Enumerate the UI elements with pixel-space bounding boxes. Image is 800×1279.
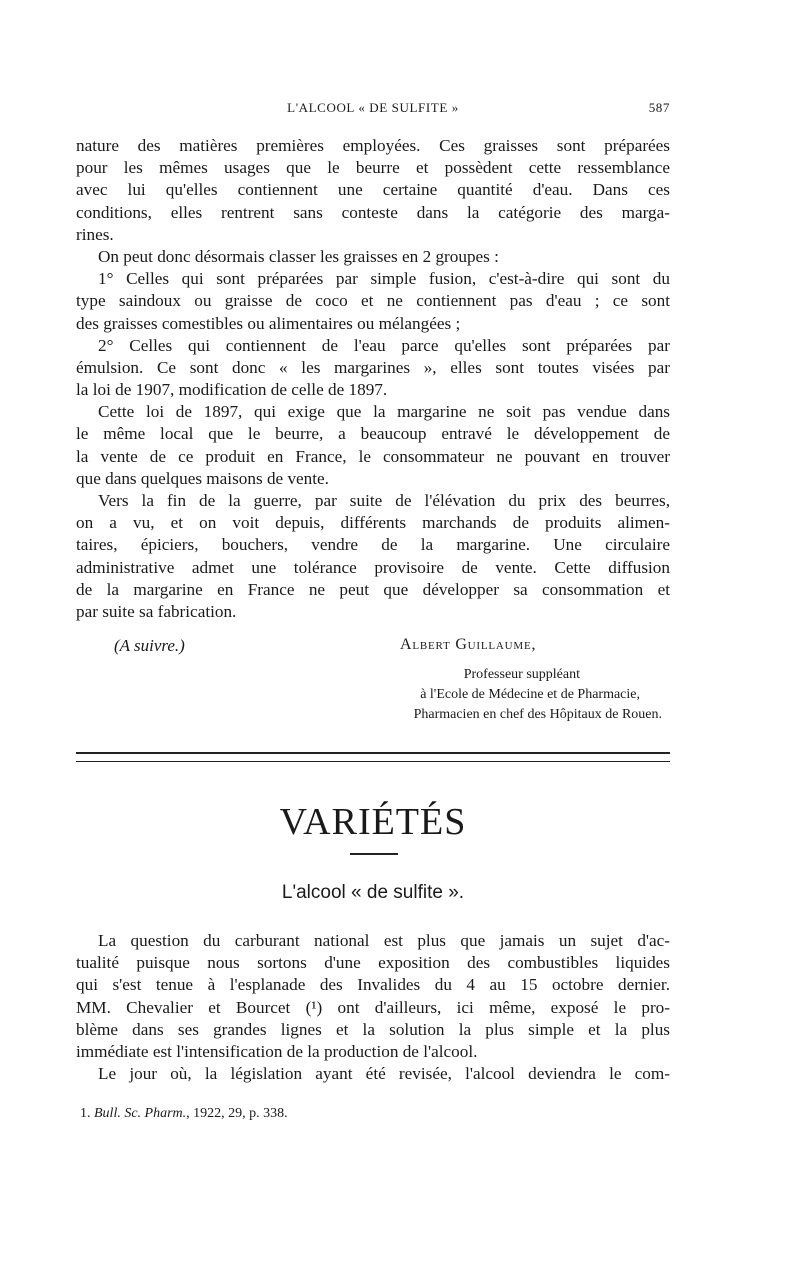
to-be-continued: (A suivre.) [114, 636, 185, 655]
section-margarine-text [76, 135, 670, 623]
footnote-citation: 1922, 29, p. 338. [193, 1106, 288, 1121]
text-line: immédiate est l'intensification de la production de l'alcool. [76, 1041, 478, 1061]
text-line: La question du carburant national est plus que jamais un sujet d'ac- [98, 931, 670, 950]
text-line: pour les mêmes usages que le beurre et possèdent cette ressemblance [76, 158, 670, 178]
text-line: que dans quelques maisons de vente. [76, 468, 329, 488]
text-line: on a vu, et on voit depuis, différents marchands de produits alimen- [76, 513, 670, 533]
text-line: Vers la fin de la guerre, par suite de l'élévation du prix des beurres, [98, 491, 670, 510]
text-line: taires, épiciers, bouchers, vendre de la margarine. Une circulaire [76, 535, 670, 555]
text-line: blème dans ses grandes lignes et la solution la plus simple et la plus [76, 1019, 670, 1039]
author-name: Albert Guillaume, [400, 636, 537, 653]
section-alcool-text [76, 930, 670, 1085]
author-affiliation: Professeur suppléant [463, 667, 580, 682]
text-line: On peut donc désormais classer les graisses en 2 groupes : [98, 246, 499, 266]
text-line: tualité puisque nous sortons d'une exposition des combustibles liquides [76, 953, 670, 973]
running-head-title: L'ALCOOL « DE SULFITE » [287, 100, 459, 115]
section-heading: VARIÉTÉS [279, 801, 467, 843]
footnote-journal: Bull. Sc. Pharm., [94, 1106, 190, 1121]
article-title: L'alcool « de sulfite ». [281, 882, 465, 903]
text-line: par suite sa fabrication. [76, 601, 237, 621]
text-line: nature des matières premières employées. Ces graisses sont préparées [76, 136, 670, 155]
text-line: des graisses comestibles ou alimentaires ou mélangées ; [76, 313, 461, 333]
text-line: MM. Chevalier et Bourcet (¹) ont d'ailleurs, ici même, exposé le pro- [76, 997, 670, 1017]
text-line: rines. [76, 224, 114, 244]
text-line: émulsion. Ce sont donc « les margarines », elles sont toutes visées par [76, 357, 670, 377]
author-affiliation: Pharmacien en chef des Hôpitaux de Rouen. [413, 707, 662, 722]
text-line: Le jour où, la législation ayant été revisée, l'alcool deviendra le com- [98, 1064, 670, 1084]
text-line: 2° Celles qui contiennent de l'eau parce qu'elles sont préparées par [98, 335, 670, 355]
text-line: de la margarine en France ne peut que développer sa consommation et [76, 579, 670, 599]
text-line: administrative admet une tolérance provisoire de vente. Cette diffusion [76, 557, 670, 577]
article-signature [76, 636, 670, 726]
page-number: 587 [648, 100, 670, 115]
text-line: la vente de ce produit en France, le consommateur ne pouvant en trouver [76, 446, 670, 466]
text-line: avec lui qu'elles contiennent une certaine quantité d'eau. Dans ces [76, 180, 670, 200]
text-line: qui s'est tenue à l'esplanade des Invalides du 4 au 15 octobre dernier. [76, 975, 670, 995]
text-line: Cette loi de 1897, qui exige que la margarine ne soit pas vendue dans [98, 402, 670, 422]
footnote [80, 1106, 670, 1122]
section-divider [76, 752, 670, 762]
text-line: le même local que le beurre, a beaucoup entravé le développement de [76, 424, 670, 444]
text-line: conditions, elles rentrent sans conteste dans la catégorie des marga- [76, 202, 670, 222]
text-line: 1° Celles qui sont préparées par simple fusion, c'est-à-dire qui sont du [98, 269, 670, 289]
running-head [76, 100, 670, 120]
text-line: la loi de 1907, modification de celle de 1897. [76, 380, 388, 400]
text-line: type saindoux ou graisse de coco et ne contiennent pas d'eau ; ce sont [76, 291, 670, 311]
footnote-number: 1. [80, 1106, 91, 1121]
heading-rule [350, 853, 398, 855]
author-affiliation: à l'Ecole de Médecine et de Pharmacie, [420, 687, 640, 702]
